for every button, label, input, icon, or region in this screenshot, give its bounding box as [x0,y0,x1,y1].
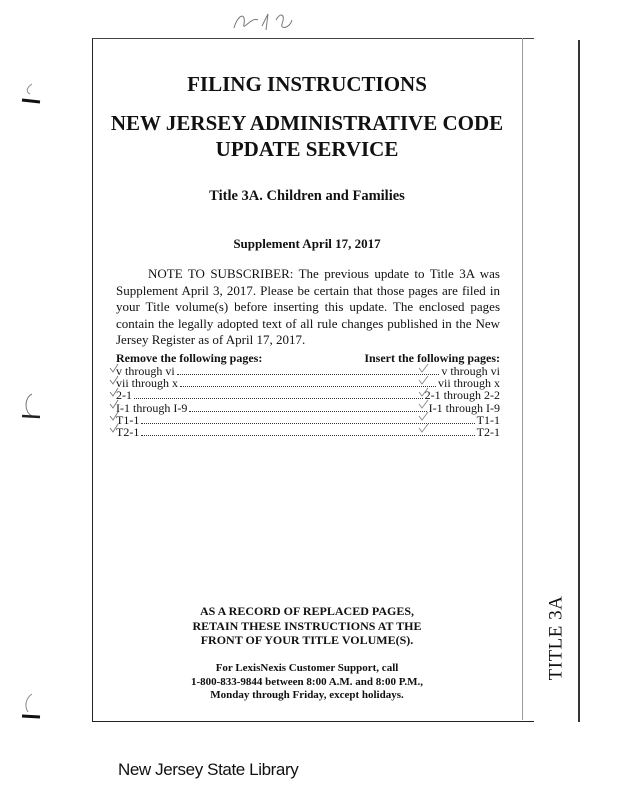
insert-pages: v through vi [441,364,500,378]
dot-leader [189,403,426,412]
punch-hole-mark [18,78,42,118]
dot-leader [134,390,423,399]
table-row [116,426,500,438]
table-row [116,414,500,426]
side-title-tab [538,588,574,688]
document-subheading [92,110,522,162]
insert-header: Insert the following pages: [364,351,500,365]
customer-support-info [92,662,522,703]
insert-pages: T2-1 [476,424,500,439]
handwritten-checkmarks [416,362,432,442]
pages-table [116,365,500,438]
punch-hole-mark [18,690,42,730]
record-instructions [92,604,522,648]
handwritten-checkmarks [108,362,120,442]
record-line: RETAIN THESE INSTRUCTIONS AT THE [192,618,422,633]
subheading-line: NEW JERSEY ADMINISTRATIVE CODE [110,111,504,135]
insert-pages: I-1 through I-9 [428,400,500,415]
remove-pages: 2-1 [116,388,132,403]
subheading-line: UPDATE SERVICE [215,137,399,161]
remove-pages: vii through x [116,376,178,391]
library-stamp: New Jersey State Library [118,760,299,779]
support-line: Monday through Friday, except holidays. [210,689,404,701]
insert-pages: T1-1 [476,412,500,427]
remove-pages: v through vi [116,364,175,378]
dot-leader [180,378,436,387]
side-title-label: TITLE 3A [545,595,567,681]
handwritten-scribble [228,6,298,36]
insert-pages: vii through x [438,376,500,391]
dot-leader [177,366,440,375]
support-line: For LexisNexis Customer Support, call [215,662,399,674]
remove-pages: T1-1 [116,412,140,427]
table-row [116,402,500,414]
record-line: AS A RECORD OF REPLACED PAGES, [199,604,415,618]
title-line: Title 3A. Children and Families [209,188,405,204]
subscriber-note: NOTE TO SUBSCRIBER: The previous update to Title 3A was Supplement April 3, 2017. Please be certain that those pages are filed in your Title volume(s) before inserting this update. The enclosed pages contain the legally adopted text of all rule changes published in the New Jersey Register as of April 17, 2017. [116,266,500,347]
remove-pages: I-1 through I-9 [116,400,188,415]
remove-header: Remove the following pages: [116,351,263,365]
remove-pages: T2-1 [116,424,140,439]
table-row [116,389,500,401]
supplement-date: Supplement April 17, 2017 [233,236,381,251]
record-line: FRONT OF YOUR TITLE VOLUME(S). [200,633,414,647]
punch-hole-mark [18,386,42,426]
tab-divider [522,38,523,720]
page-edge [578,40,580,722]
support-line: 1-800-833-9844 between 8:00 A.M. and 8:00 P.M., [190,675,424,688]
document-heading: FILING INSTRUCTIONS [187,72,427,96]
insert-pages: 2-1 through 2-2 [424,388,500,403]
